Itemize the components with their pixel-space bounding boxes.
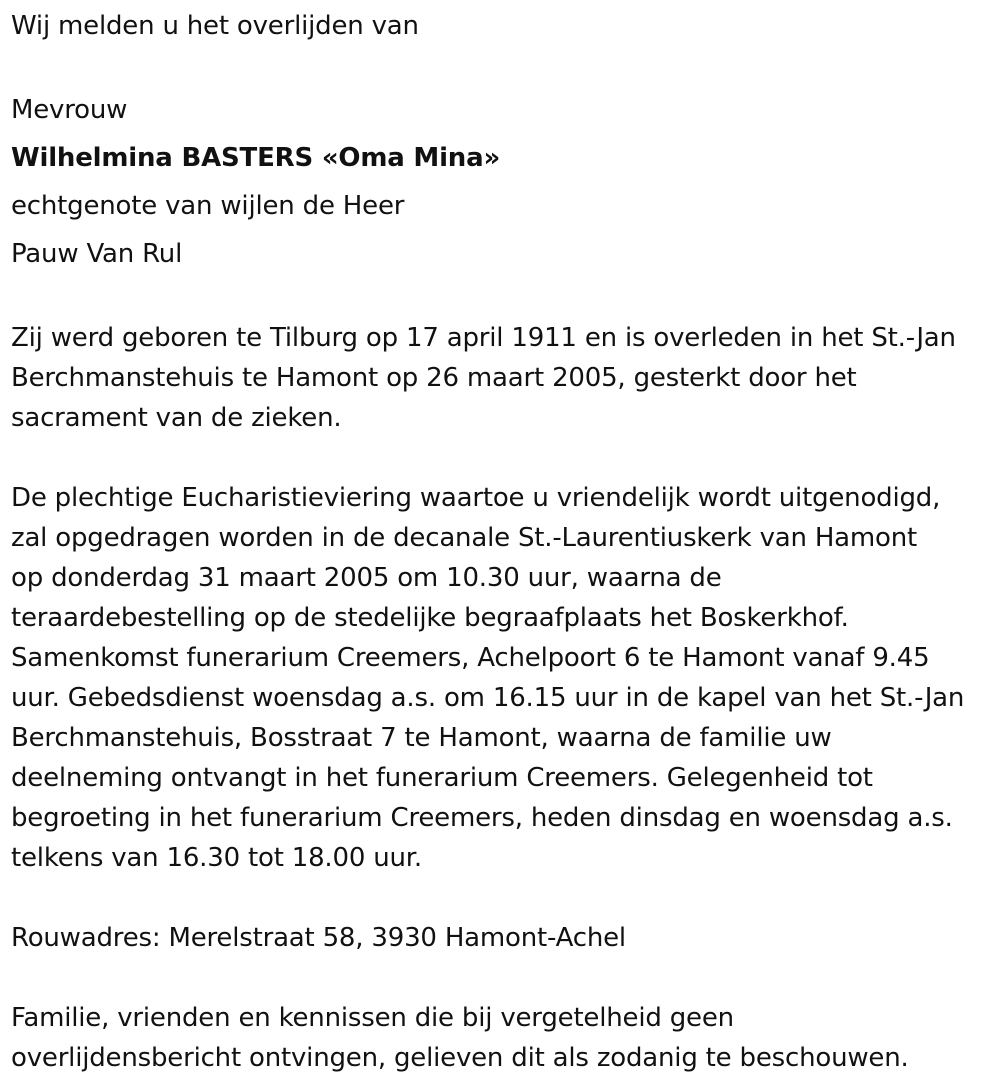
paragraph-line: De plechtige Eucharistieviering waartoe u vriendelijk wordt uitgenodigd, [11, 483, 941, 513]
spouse-name: Pauw Van Rul [11, 239, 183, 269]
paragraph-line: Zij werd geboren te Tilburg op 17 april 1911 en is overleden in het St.-Jan [11, 323, 956, 353]
spouse-line: echtgenote van wijlen de Heer [11, 191, 405, 221]
paragraph-line: uur. Gebedsdienst woensdag a.s. om 16.15 uur in de kapel van het St.-Jan [11, 683, 965, 713]
paragraph-line: deelneming ontvangt in het funerarium Creemers. Gelegenheid tot [11, 763, 873, 793]
birth-paragraph [11, 318, 996, 438]
deceased-name: Wilhelmina BASTERS «Oma Mina» [11, 143, 501, 173]
paragraph-line: Berchmanstehuis, Bosstraat 7 te Hamont, waarna de familie uw [11, 723, 832, 753]
ceremony-paragraph [11, 478, 996, 878]
intro-line: Wij melden u het overlijden van [11, 11, 419, 41]
paragraph-line: op donderdag 31 maart 2005 om 10.30 uur, waarna de [11, 563, 722, 593]
paragraph-line: sacrament van de zieken. [11, 403, 342, 433]
paragraph-line: zal opgedragen worden in de decanale St.-Laurentiuskerk van Hamont [11, 523, 918, 553]
title-line: Mevrouw [11, 95, 128, 125]
paragraph-line: Samenkomst funerarium Creemers, Achelpoort 6 te Hamont vanaf 9.45 [11, 643, 930, 673]
mourning-address: Rouwadres: Merelstraat 58, 3930 Hamont-Achel [11, 923, 626, 953]
paragraph-line: teraardebestelling op de stedelijke begraafplaats het Boskerkhof. [11, 603, 849, 633]
paragraph-line: overlijdensbericht ontvingen, gelieven dit als zodanig te beschouwen. [11, 1043, 909, 1073]
paragraph-line: telkens van 16.30 tot 18.00 uur. [11, 843, 422, 873]
closing-paragraph [11, 998, 996, 1078]
obituary-document [11, 6, 996, 1078]
paragraph-line: Berchmanstehuis te Hamont op 26 maart 2005, gesterkt door het [11, 363, 857, 393]
paragraph-line: Familie, vrienden en kennissen die bij vergetelheid geen [11, 1003, 734, 1033]
paragraph-line: begroeting in het funerarium Creemers, heden dinsdag en woensdag a.s. [11, 803, 953, 833]
